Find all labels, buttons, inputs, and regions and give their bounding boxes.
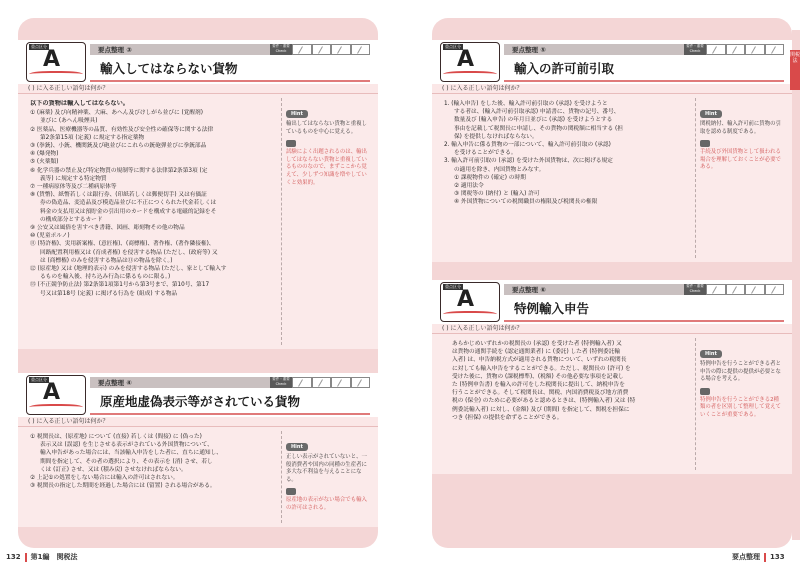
content-line: 義等) に規定する特定物質 [40,175,107,182]
hint-label: Hint [286,110,308,118]
content-line: ⑧ (貨幣)、紙幣若しくは銀行券、(印紙若しくは郵便切手) 又は有価証 [30,192,207,199]
page-number: 133 [770,553,785,561]
content-line: ⑦ 一種病原体等及び二種病原体等 [30,184,117,191]
content-line: ⑬ (不正競争防止法) 第2条第1項第1号から第3号まで、第10号、第17 [30,282,210,289]
hint-note: 手続及び外国貨物として扱われる場合を理解しておくことが必要である。 [700,149,781,171]
hint-note: 原産地の表示がない場合でも輸入の許可はされる。 [286,497,367,511]
category-label: 重点区分 [445,284,461,289]
content-line: た (特例申告書) を輸入の許可をした税関長に提出して、納税申告を [452,382,625,389]
hint-note: 試験によく出題されるのは、輸出してはならない貨物と重複しているもののなので、まずここから覚えて、少しずつ知識を増やしていくと効果的。 [286,149,367,186]
card-body [432,334,792,474]
note-icon [700,140,710,147]
content-line: 例委託輸入者) に対し、(金額) 及び (期間) を指定して、関税を担保に [452,406,630,413]
card-origin-misrepresentation [18,373,378,527]
content-line: ② 上記①の処置をしない場合には輸入の許可はされない。 [30,475,179,482]
category-label: 重点区分 [31,44,47,49]
ship-illustration-icon [29,404,83,412]
content-line: ② 適用法令 [454,183,484,190]
content-line: 号又は第18号 (定義) に掲げる行為を (組成) する物品 [40,290,178,297]
right-footer [732,552,785,562]
check-label: 要件・重要 Check [270,44,292,55]
content-line: ⑤ (火薬類) [30,159,59,166]
rank-badge [26,42,86,82]
category-label: 重点区分 [445,44,461,49]
rank-badge [26,375,86,415]
content-line: 保) を提供しなければならない。 [454,133,538,140]
content-line: あらかじめいずれかの税関長の (承認) を受けた者 (特例輸入者) 又 [452,341,622,347]
content-line: 受けた後に、貨物の (課税標準)、(税額) その他必要な事項を記載し [452,373,624,380]
content-line: ① 税関長は、(原産地) について (直接) 若しくは (間接) に (偽った) [30,434,202,440]
hint-text: 特例申告を行うことができる者と申告の際に提供の提供が必要となる場合を考える。 [700,361,781,383]
chapter-tab-label: 関税法 [790,52,800,64]
content-line: ④ 外国貨物についての税関職員の権限及び税関長の権限 [454,199,598,206]
content-line: 入者) は、申告納税方式が適用される貨物について、いずれの税関長 [452,357,627,364]
right-page [432,18,792,548]
ship-illustration-icon [443,311,497,319]
card-import-prohibited [18,40,378,349]
ship-illustration-icon [29,71,83,79]
question-prompt: ( ) に入る正しい語句は何か？ [18,417,378,427]
content-list [30,433,280,490]
rank-letter: A [43,380,61,405]
question-prompt: ( ) に入る正しい語句は何か？ [432,84,792,94]
content-line: 3. 輸入許可前引取の (承認) を受けた外国貨物は、次に掲げる規定 [444,158,613,165]
check-label: 要件・重要 Check [684,44,706,55]
hint-note: 特例申告を行うことができる2種類の者を区別して整理して覚えていくことが重要である。 [700,396,781,418]
card-title: 特例輸入申告 [514,301,590,316]
content-line: ⑫ (原産地) 又は (地理的表示) のみを侵害する物品 (ただし、家として輸入す [30,266,227,273]
check-label: 要件・重要 Check [270,377,292,388]
check-label: 要件・重要 Check [684,284,706,295]
card-title: 輸入の許可前引取 [514,61,615,76]
ship-illustration-icon [443,71,497,79]
section-label: 要点整理 ④ [98,379,132,387]
content-line: ① 課税物件の (確定) の時期 [454,174,526,181]
content-line: は (商標権) のみを侵害する物品は⑪の物品を除く。) [40,257,173,264]
card-header [18,373,378,417]
content-line: 輸入申告があった場合には、当該輸入申告をした者に、直ちに通知し、 [40,450,222,457]
card-special-import-declaration [432,280,792,474]
hint-panel [286,433,370,513]
card-body [18,94,378,349]
content-line: くは (訂正) させ、又は (積み戻) させなければならない。 [40,466,187,473]
hint-label: Hint [700,110,722,118]
hint-label: Hint [700,350,722,358]
content-line: ④ (爆発物) [30,151,59,158]
rank-badge [440,282,500,322]
content-line: 第2条第15項 (定義) に規定する指定薬物 [40,134,145,141]
chapter-label: 要点整理 [732,553,760,561]
content-line: ① (麻薬) 及び向精神薬、大麻、あへん及びけしがら並びに (覚醒剤) [30,110,203,117]
hint-panel [700,340,784,420]
section-label: 要点整理 ③ [98,46,132,54]
card-title: 原産地虚偽表示等がされている貨物 [100,394,301,409]
content-line: 並びに (あへん吸煙具) [40,118,98,125]
hint-text: 関税納付、輸入許可前に貨物の引取を認める制度である。 [700,121,781,135]
note-icon [286,140,296,147]
content-line: の構成部分とするカード [40,216,103,223]
hint-label: Hint [286,443,308,451]
content-line: ⑥ 化学兵器の禁止及び特定物質の規制等に関する法律第2条第3項 (定 [30,167,208,174]
content-line: ② 医薬品、医療機器等の品質、有効性及び安全性の確保等に関する法律 [30,126,214,133]
content-line: 表示又は (誤認) を生じさせる表示がされている外国貨物について、 [40,442,213,449]
content-line: 以下の貨物は輸入してはならない。 [30,100,129,107]
content-line: 料金の支払用又は預貯金の引出用のカードを構成する電磁的記録をそ [40,208,217,215]
card-header [18,40,378,84]
content-list [30,100,280,298]
content-line: を受けることができる。 [454,150,517,157]
page-number: 132 [6,553,21,561]
content-line: 事由を記載して税関長に申請し、その貨物の関税額に相当する (担 [454,125,623,132]
card-body [432,94,792,262]
question-prompt: ( ) に入る正しい語句は何か？ [18,84,378,94]
chapter-tab[interactable] [790,50,800,90]
hint-text: 正しい表示がされていないと、一般消費者や国内の同種の生産者に多大な不利益を与えることになる。 [286,454,367,483]
hint-panel [286,100,370,187]
content-line: ③ 関税等の (納付) と (輸入) 許可 [454,191,540,198]
chapter-label: 第1編 関税法 [30,553,78,561]
content-line: ⑩ (児童ポルノ) [30,233,70,240]
category-label: 重点区分 [31,377,47,382]
content-line: ③ (拳銃)、小銃、機関銃及び砲並びにこれらの銃砲弾並びに拳銃部品 [30,143,207,150]
note-icon [700,388,710,395]
content-line: に対しても輸入申告をすることができる。ただし、税関長の (許可) を [452,365,631,372]
content-line: の適用を除き、内国貨物とみなす。 [454,166,545,173]
content-line: 行うことができる。そして税関長は、関税、内国消費税及び地方消費 [452,390,629,397]
content-line: は貨物の通関手続を (認定通関業者) に (委託) した者 (特例委託輸 [452,349,621,356]
content-line: 数量及び (輸入申告) の年月日並びに (承認) を受けようとする [454,117,613,124]
rank-letter: A [457,287,475,312]
left-page [18,18,378,548]
note-icon [286,488,296,495]
check-boxes[interactable] [684,44,784,55]
content-line: 回路配置利用権又は (育成者権) を侵害する物品 (ただし、(政府等) 又 [40,249,218,256]
content-line: ⑪ (特許権)、実用新案権、(意匠権)、(商標権)、著作権、(著作隣接権)、 [30,241,215,248]
content-line: ③ 税関長の指定した期間を経過した場合には (留置) される場合がある。 [30,483,216,490]
card-header [432,40,792,84]
content-line: るものを輸入後、持ち込み行為に係るものに限る。) [40,274,171,281]
check-boxes[interactable] [270,44,370,55]
content-line: 1. (輸入申告) をした後、輸入許可前引取の (承認) を受けようと [444,101,608,107]
content-line: する者は、(輸入許可前引取承認) 申請書に、貨物の記号、番号、 [454,109,620,116]
section-label: 要点整理 ⑤ [512,46,546,54]
rank-letter: A [43,47,61,72]
content-line: 2. 輸入申告に係る貨物の一部について、輸入許可前引取の (承認) [444,142,611,149]
content-line: 券の偽造品、変造品及び模造品並びに不正につくられた代金若しくは [40,200,217,207]
check-boxes[interactable] [684,284,784,295]
hint-text: 輸出してはならない貨物と重複しているものを中心に覚える。 [286,121,367,135]
content-line: ⑨ 公安又は風俗を害すべき書籍、図画、彫刻物その他の物品 [30,225,185,232]
card-title: 輸入してはならない貨物 [100,61,238,76]
left-footer [6,552,78,562]
content-list [452,340,692,422]
rank-badge [440,42,500,82]
check-boxes[interactable] [270,377,370,388]
hint-panel [700,100,784,172]
content-line: つき (担保) の提供を命ずることができる。 [452,414,563,421]
card-pre-permit-release [432,40,792,262]
card-header [432,280,792,324]
content-list [444,100,694,207]
card-body [18,427,378,527]
question-prompt: ( ) に入る正しい語句は何か？ [432,324,792,334]
content-line: 期間を指定して、その者の選択により、その表示を (消) させ、若し [40,458,213,465]
content-line: 税の (保全) のために必要があると認めるときは、(特例輸入者) 又は (特 [452,398,636,405]
section-label: 要点整理 ⑥ [512,286,546,294]
rank-letter: A [457,47,475,72]
